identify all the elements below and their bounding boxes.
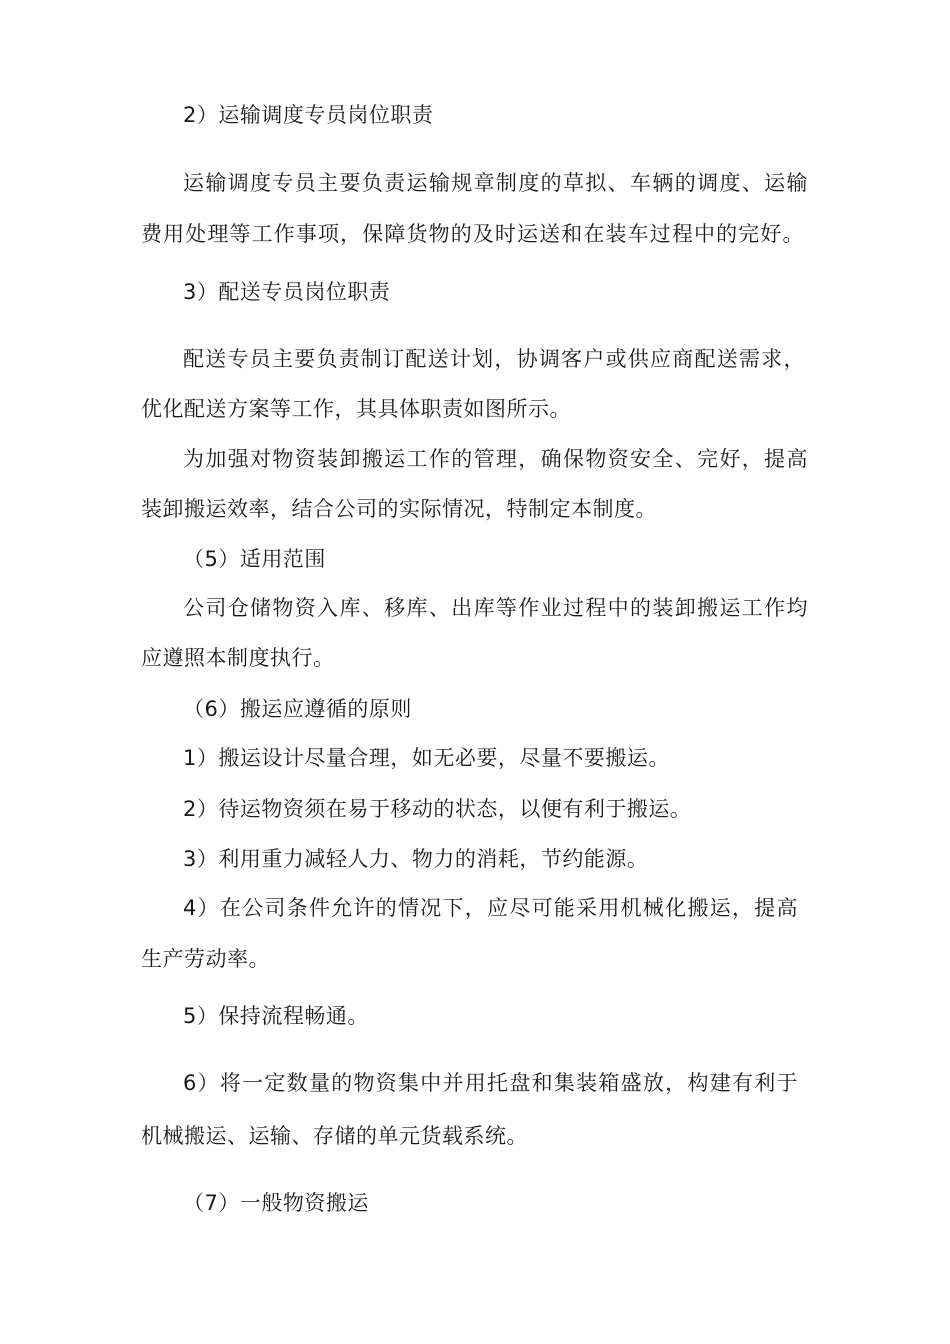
paragraph-line: 公司仓储物资入库、移库、出库等作业过程中的装卸搬运工作均 [183, 596, 808, 620]
paragraph-line: 为加强对物资装卸搬运工作的管理，确保物资安全、完好，提高 [183, 447, 808, 471]
paragraph-line: 运输调度专员主要负责运输规章制度的草拟、车辆的调度、运输 [183, 171, 808, 195]
paragraph-line: 优化配送方案等工作，其具体职责如图所示。 [141, 397, 571, 421]
list-item: 3）利用重力减轻人力、物力的消耗，节约能源。 [183, 847, 649, 871]
paragraph-line: 配送专员主要负责制订配送计划，协调客户或供应商配送需求， [183, 347, 805, 371]
list-item: 6）将一定数量的物资集中并用托盘和集装箱盛放，构建有利于 [183, 1071, 798, 1095]
heading-delivery-duties: 3）配送专员岗位职责 [183, 280, 391, 304]
list-item: 4）在公司条件允许的情况下，应尽可能采用机械化搬运，提高 [183, 896, 798, 920]
heading-principles: （6）搬运应遵循的原则 [183, 697, 412, 721]
list-item: 2）待运物资须在易于移动的状态，以便有利于搬运。 [183, 797, 692, 821]
heading-general-handling: （7）一般物资搬运 [183, 1191, 369, 1215]
heading-scope: （5）适用范围 [183, 547, 326, 571]
list-item-continuation: 机械搬运、运输、存储的单元货载系统。 [141, 1124, 528, 1148]
paragraph-line: 应遵照本制度执行。 [141, 646, 335, 670]
list-item-continuation: 生产劳动率。 [141, 947, 270, 971]
paragraph-line: 费用处理等工作事项，保障货物的及时运送和在装车过程中的完好。 [141, 222, 804, 246]
list-item: 1）搬运设计尽量合理，如无必要，尽量不要搬运。 [183, 746, 670, 770]
list-item: 5）保持流程畅通。 [183, 1004, 369, 1028]
heading-dispatch-duties: 2）运输调度专员岗位职责 [183, 103, 434, 127]
paragraph-line: 装卸搬运效率，结合公司的实际情况，特制定本制度。 [141, 497, 657, 521]
